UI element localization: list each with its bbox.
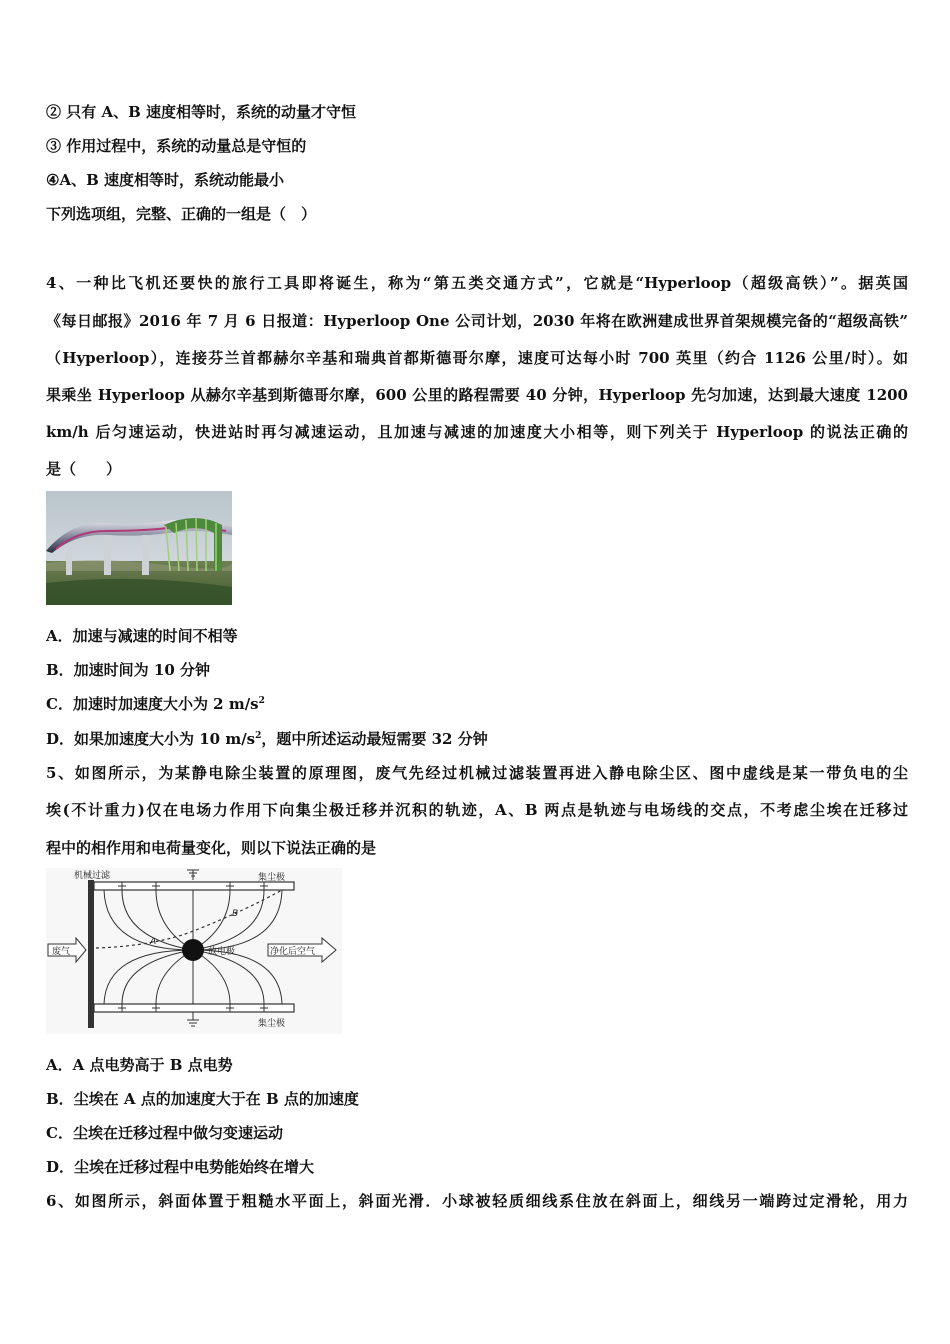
q4-text-line-5: km/h 后匀速运动，快进站时再匀减速运动，且加速与减速的加速度大小相等，则下列关于 Hyperloop 的说法正确的 [46, 423, 908, 441]
filter-plate [88, 880, 94, 1028]
clean-air-label: 净化后空气 [270, 947, 316, 957]
q5-text-line-3: 程中的相作用和电荷量变化，则以下说法正确的是 [46, 839, 377, 857]
q4-option-c-text: C．加速时加速度大小为 2 m/s [46, 695, 259, 713]
q5-option-b: B．尘埃在 A 点的加速度大于在 B 点的加速度 [46, 1090, 359, 1108]
point-b-label: B [232, 909, 239, 919]
top-collector-label: 集尘极 [258, 873, 286, 883]
q5-option-a: A．A 点电势高于 B 点电势 [46, 1056, 233, 1074]
q3-prompt: 下列选项组，完整、正确的一组是（ ） [46, 205, 317, 223]
q4-option-b: B．加速时间为 10 分钟 [46, 661, 210, 679]
q5-text-line-1: 5、如图所示，为某静电除尘装置的原理图，废气先经过机械过滤装置再进入静电除尘区、图中虚线是某一带负电的尘 [46, 764, 908, 782]
hyperloop-illustration [46, 491, 232, 605]
q4-text-line-2: 《每日邮报》2016 年 7 月 6 日报道：Hyperloop One 公司计划，2030 年将在欧洲建成世界首架规模完备的“超级高铁” [46, 312, 908, 330]
q4-option-d-tail: ，题中所述运动最短需要 32 分钟 [261, 730, 488, 748]
q4-text-line-1: 4、一种比飞机还要快的旅行工具即将诞生，称为“第五类交通方式”，它就是“Hyperloop（超级高铁）”。据英国 [46, 274, 908, 292]
q4-text-line-6: 是（ ） [46, 460, 122, 478]
q3-statement-3: ③ 作用过程中，系统的动量总是守恒的 [46, 137, 307, 155]
discharge-label: 放电极 [208, 947, 236, 957]
q4-text-line-4: 果乘坐 Hyperloop 从赫尔辛基到斯德哥尔摩，600 公里的路程需要 40 分钟，Hyperloop 先匀加速，达到最大速度 1200 [46, 386, 908, 404]
q4-option-d-text: D．如果加速度大小为 10 m/s [46, 730, 256, 748]
q4-text-line-3: （Hyperloop），连接芬兰首都赫尔辛基和瑞典首都斯德哥尔摩，速度可达每小时 700 英里（约合 1126 公里/时）。如 [46, 349, 908, 367]
q5-option-c: C．尘埃在迁移过程中做匀变速运动 [46, 1124, 283, 1142]
point-a-label: A [150, 937, 157, 947]
q6-text-line-1: 6、如图所示，斜面体置于粗糙水平面上，斜面光滑．小球被轻质细线系住放在斜面上，细线另一端跨过定滑轮，用力 [46, 1192, 908, 1210]
q5-option-d: D．尘埃在迁移过程中电势能始终在增大 [46, 1158, 315, 1176]
filter-label: 机械过滤 [74, 871, 111, 881]
discharge-electrode [182, 939, 204, 961]
q3-statement-4: ④A、B 速度相等时，系统动能最小 [46, 171, 284, 189]
q4-option-c [46, 694, 908, 714]
q5-text-line-2: 埃(不计重力)仅在电场力作用下向集尘极迁移并沉积的轨迹，A、B 两点是轨迹与电场线的交点，不考虑尘埃在迁移过 [46, 801, 908, 819]
q4-option-a: A．加速与减速的时间不相等 [46, 627, 238, 645]
hyperloop-photo [46, 491, 232, 605]
q4-option-d [46, 729, 908, 749]
q4-option-c-superscript: 2 [258, 696, 265, 706]
precipitator-svg [46, 868, 342, 1034]
q3-statement-2: ② 只有 A、B 速度相等时，系统的动量才守恒 [46, 103, 356, 121]
bottom-collector-label: 集尘极 [258, 1019, 286, 1029]
precipitator-diagram [46, 868, 342, 1034]
waste-gas-label: 废气 [52, 947, 71, 957]
q4-option-d-superscript: 2 [255, 731, 262, 741]
